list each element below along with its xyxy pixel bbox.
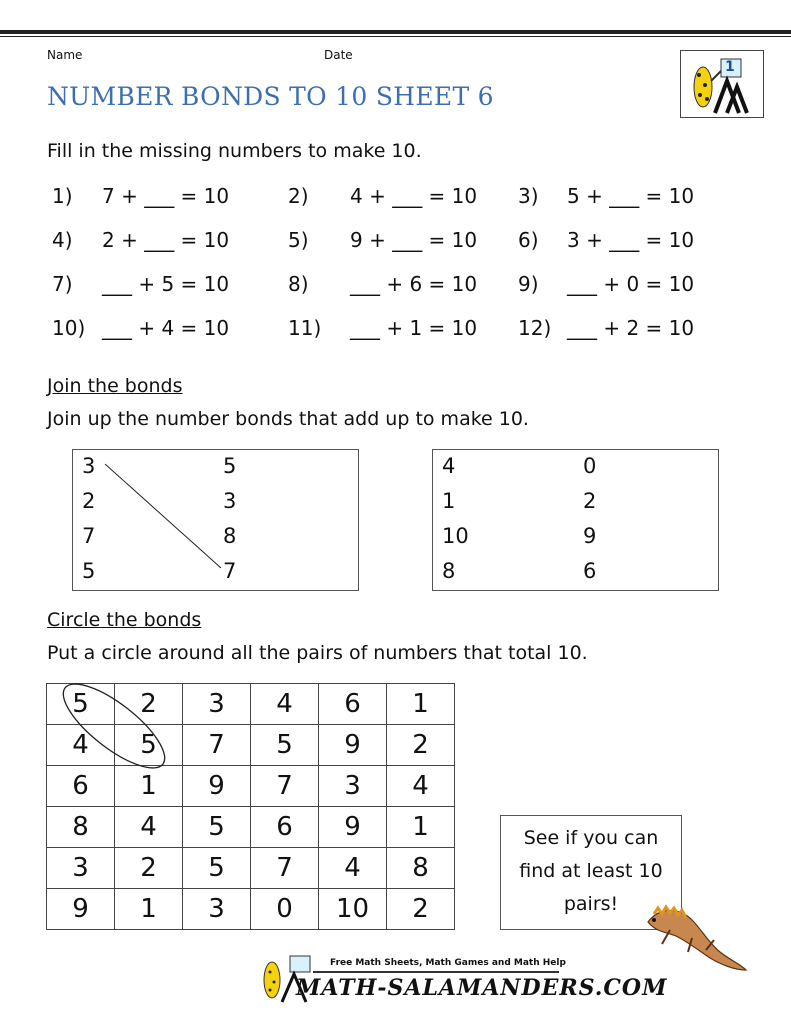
question-expression: 7 + ___ = 10 (102, 184, 230, 208)
question-number: 7) (52, 272, 73, 296)
bond-number-left: 8 (442, 559, 456, 583)
grid-cell: 8 (387, 848, 455, 889)
grid-cell: 7 (251, 848, 319, 889)
grid-cell: 5 (183, 807, 251, 848)
join-line (73, 450, 358, 590)
top-rule (0, 30, 791, 34)
hint-text: See if you can find at least 10 pairs! (519, 827, 663, 915)
grid-cell: 2 (115, 684, 183, 725)
grid-cell: 10 (319, 889, 387, 930)
grid-cell: 5 (115, 725, 183, 766)
bond-number-left: 2 (82, 489, 96, 513)
footer-tagline: Free Math Sheets, Math Games and Math Help (330, 958, 566, 968)
grid-cell: 4 (47, 725, 115, 766)
bonds-box-2 (432, 449, 719, 591)
grid-cell: 2 (387, 725, 455, 766)
bond-number-right: 3 (223, 489, 237, 513)
grid-cell: 4 (387, 766, 455, 807)
grid-cell: 3 (183, 684, 251, 725)
grid-cell: 5 (47, 684, 115, 725)
example-circle (46, 683, 206, 793)
question-expression: 4 + ___ = 10 (350, 184, 478, 208)
bond-number-right: 7 (223, 559, 237, 583)
grid-cell: 9 (47, 889, 115, 930)
circle-instruction: Put a circle around all the pairs of numbers that total 10. (47, 642, 588, 664)
bond-number-left: 10 (442, 524, 469, 548)
grid-cell: 1 (115, 889, 183, 930)
question-expression: 2 + ___ = 10 (102, 228, 230, 252)
question-expression: 9 + ___ = 10 (350, 228, 478, 252)
grid-cell: 1 (387, 807, 455, 848)
question-number: 5) (288, 228, 309, 252)
question-expression: 3 + ___ = 10 (567, 228, 695, 252)
grid-cell: 4 (319, 848, 387, 889)
bond-number-right: 8 (223, 524, 237, 548)
question-number: 1) (52, 184, 73, 208)
question-number: 6) (518, 228, 539, 252)
grid-cell: 9 (319, 725, 387, 766)
question-number: 4) (52, 228, 73, 252)
circle-heading: Circle the bonds (47, 609, 202, 631)
grid-cell: 7 (251, 766, 319, 807)
question-expression: 5 + ___ = 10 (567, 184, 695, 208)
grid-cell: 8 (47, 807, 115, 848)
bond-number-right: 0 (583, 454, 597, 478)
grid-cell: 6 (47, 766, 115, 807)
question-number: 10) (52, 316, 86, 340)
join-instruction: Join up the number bonds that add up to make 10. (47, 408, 529, 430)
grid-cell: 6 (251, 807, 319, 848)
question-number: 9) (518, 272, 539, 296)
question-number: 8) (288, 272, 309, 296)
bonds-box-1 (72, 449, 359, 591)
question-number: 12) (518, 316, 552, 340)
bond-number-right: 6 (583, 559, 597, 583)
section1-instruction: Fill in the missing numbers to make 10. (47, 140, 422, 162)
grid-row (47, 889, 455, 930)
top-rule-thin (0, 36, 791, 37)
grid-row (47, 848, 455, 889)
bond-number-right: 5 (223, 454, 237, 478)
salamander-logo-icon (681, 51, 763, 117)
grid-cell: 3 (319, 766, 387, 807)
join-heading: Join the bonds (47, 375, 183, 397)
question-expression: ___ + 1 = 10 (350, 316, 478, 340)
grid-cell: 5 (251, 725, 319, 766)
grid-cell: 2 (387, 889, 455, 930)
grid-row (47, 807, 455, 848)
question-expression: ___ + 4 = 10 (102, 316, 230, 340)
name-label: Name (47, 48, 83, 62)
question-expression: ___ + 2 = 10 (567, 316, 695, 340)
page-title: NUMBER BONDS TO 10 SHEET 6 (47, 82, 494, 111)
grid-cell: 1 (387, 684, 455, 725)
question-number: 2) (288, 184, 309, 208)
grid-cell: 4 (251, 684, 319, 725)
bond-number-left: 4 (442, 454, 456, 478)
grid-cell: 5 (183, 848, 251, 889)
logo (680, 50, 764, 118)
grid-cell: 9 (183, 766, 251, 807)
bond-number-left: 1 (442, 489, 456, 513)
logo-badge: 1 (725, 59, 735, 75)
question-expression: ___ + 6 = 10 (350, 272, 478, 296)
grid-cell: 0 (251, 889, 319, 930)
grid-cell: 6 (319, 684, 387, 725)
bond-number-left: 5 (82, 559, 96, 583)
bond-number-left: 3 (82, 454, 96, 478)
bond-number-left: 7 (82, 524, 96, 548)
salamander-icon (640, 900, 750, 975)
grid-cell: 7 (183, 725, 251, 766)
bond-number-right: 9 (583, 524, 597, 548)
grid-cell: 3 (183, 889, 251, 930)
question-expression: ___ + 5 = 10 (102, 272, 230, 296)
grid-cell: 2 (115, 848, 183, 889)
grid-cell: 1 (115, 766, 183, 807)
date-label: Date (324, 48, 353, 62)
footer-brand: MATH-SALAMANDERS.COM (296, 975, 668, 1001)
question-number: 3) (518, 184, 539, 208)
footer-rule (313, 971, 559, 973)
grid-cell: 3 (47, 848, 115, 889)
grid-cell: 9 (319, 807, 387, 848)
question-number: 11) (288, 316, 322, 340)
bond-number-right: 2 (583, 489, 597, 513)
question-expression: ___ + 0 = 10 (567, 272, 695, 296)
grid-cell: 4 (115, 807, 183, 848)
